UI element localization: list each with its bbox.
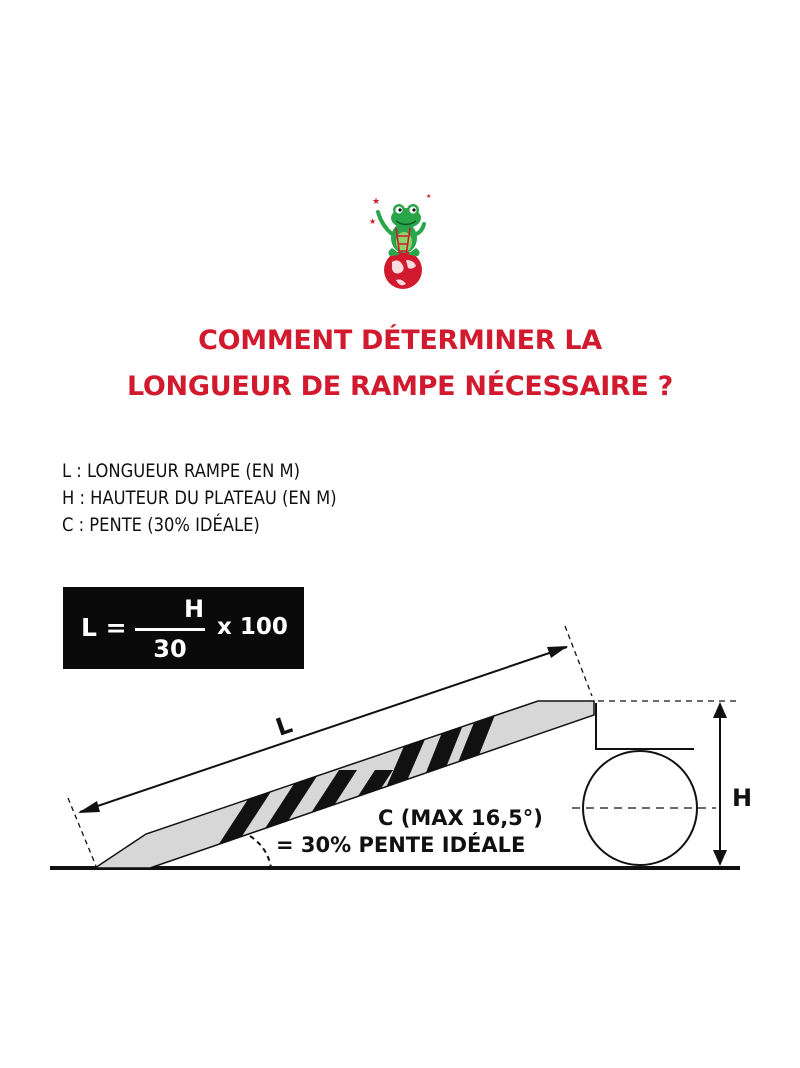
title-line-2: LONGUEUR DE RAMPE NÉCESSAIRE ? [126,371,674,402]
title-line-1: COMMENT DÉTERMINER LA [198,325,602,356]
slope-max-label: C (MAX 16,5°) [378,806,543,830]
length-arrow-left [78,801,100,813]
platform-outline [596,703,694,749]
formula-denominator: 30 [153,635,187,663]
slope-ideal-label: = 30% PENTE IDÉALE [276,833,526,857]
legend-item-height: H : HAUTEUR DU PLATEAU (EN M) [62,487,337,509]
formula-numerator: H [183,595,205,623]
length-arrow-right [547,646,568,658]
legend-item-slope: C : PENTE (30% IDÉALE) [62,514,260,536]
formula-multiplier: x 100 [217,614,288,640]
length-label: L [272,710,296,742]
legend-item-length: L : LONGUEUR RAMPE (EN M) [62,460,300,482]
height-label: H [732,784,753,812]
height-arrow-top [713,702,727,718]
slope-angle-arc [250,836,271,868]
svg-text:★: ★ [426,193,432,200]
svg-text:★: ★ [369,217,377,226]
height-arrow-bottom [713,850,727,866]
formula-lhs: L = [81,613,127,642]
svg-text:★: ★ [372,197,381,207]
length-extension-right [565,626,592,696]
